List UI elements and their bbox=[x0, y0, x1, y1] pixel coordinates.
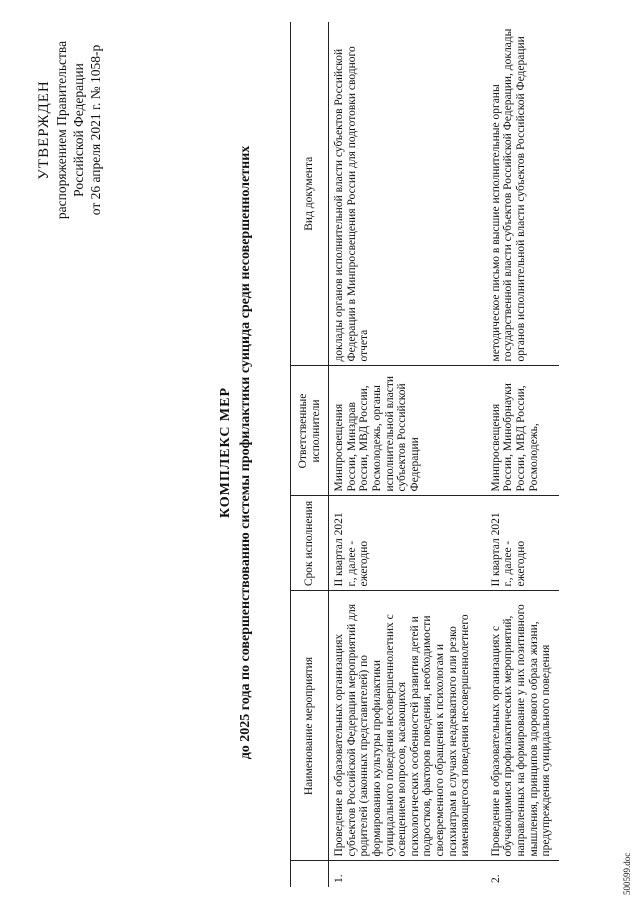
header-document-type: Вид документа bbox=[291, 22, 329, 366]
approval-line-1: распоряжением Правительства bbox=[54, 40, 69, 220]
approval-heading: УТВЕРЖДЕН bbox=[36, 80, 52, 180]
header-measure-name: Наименование мероприятия bbox=[291, 591, 329, 861]
measures-table bbox=[290, 22, 559, 887]
approval-stamp bbox=[36, 15, 104, 245]
document-subtitle: до 2025 года по совершенствованию системы профилактики суицида среди несовершеннолетних bbox=[238, 145, 253, 760]
row-document-type: методическое письмо в высшие исполнительные органы государственной власти субъектов Российской Федерации, доклады органов исполнительной власти субъектов Российской Федерации bbox=[478, 22, 559, 366]
header-deadline: Срок исполнения bbox=[291, 496, 329, 591]
header-number bbox=[291, 861, 329, 887]
row-number: 2. bbox=[489, 874, 502, 883]
table-header-row bbox=[291, 22, 329, 887]
row-executors: Минпросвещения России, Минобрнауки России, МВД России, Росмолодежь, bbox=[478, 366, 559, 496]
row-measure-name: Проведение в образовательных организациях с обучающимися профилактических мероприятий, направленных на формирование у них позитивного мышления, принципов здорового образа жизни, предупреждения суицидального поведения bbox=[478, 591, 559, 861]
row-deadline: II квартал 2021 г., далее - ежегодно bbox=[329, 496, 478, 591]
row-deadline: II квартал 2021 г., далее - ежегодно bbox=[478, 496, 559, 591]
table-row bbox=[329, 22, 478, 887]
header-executors: Ответственные исполнители bbox=[291, 366, 329, 496]
approval-line-2: Российской Федерации bbox=[71, 63, 86, 197]
row-number: 1. bbox=[333, 874, 346, 883]
row-measure-name: Проведение в образовательных организациях субъектов Российской Федерации мероприятий для родителей (законных представителей) по формированию культуры профилактики суицидального поведения несовершеннолетних с освещением вопросов, касающихся психологических особенностей развития детей и подростков, факторов поведения, необходимости своевременного обращения к психологам и психиатрам в случаях неадекватного или резко изменяющегося поведения несовершеннолетнего bbox=[329, 591, 478, 861]
file-code: 500599.doc bbox=[622, 852, 632, 895]
document-title: КОМПЛЕКС МЕР bbox=[218, 386, 233, 519]
row-executors: Минпросвещения России, Минздрав России, МВД России, Росмолодежь, органы исполнительной власти субъектов Российской Федерации bbox=[329, 366, 478, 496]
table-row bbox=[478, 22, 559, 887]
row-document-type: доклады органов исполнительной власти субъектов Российской Федерации в Минпросвещения России для подготовки сводного отчета bbox=[329, 22, 478, 366]
approval-line-3: от 26 апреля 2021 г. № 1058-р bbox=[88, 44, 103, 216]
